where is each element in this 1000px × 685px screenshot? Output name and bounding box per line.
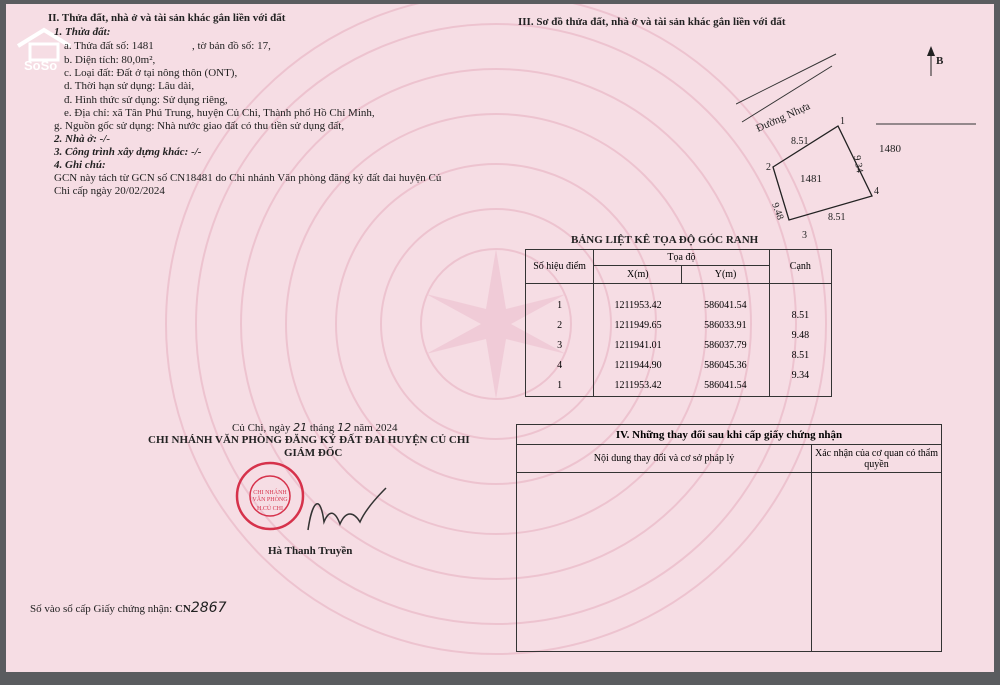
registry-number: 2867	[190, 600, 227, 616]
registry-line: Số vào sổ cấp Giấy chứng nhận: CN2867	[30, 600, 227, 616]
table-row-x: 1211941.01	[614, 340, 662, 351]
table-row-edge: 8.51	[791, 350, 810, 361]
table-row-x: 1211953.42	[614, 380, 662, 391]
table-row-y: 586045.36	[704, 360, 747, 371]
section3-title: III. Sơ đồ thửa đất, nhà ở và tài sản khác gắn liền với đất	[518, 16, 786, 28]
issuing-org: CHI NHÁNH VĂN PHÒNG ĐĂNG KÝ ĐẤT ĐAI HUYỆN CỦ CHI	[148, 434, 470, 446]
coordinate-table	[525, 249, 832, 397]
content-cell	[517, 473, 812, 652]
col-edge-header: Cạnh	[769, 250, 831, 284]
edge-label-right: 9.34	[851, 154, 865, 174]
table-row-id: 2	[557, 320, 563, 331]
col-y-header: Y(m)	[682, 266, 769, 284]
table-row-y: 586041.54	[704, 380, 747, 391]
col-x-header: X(m)	[594, 266, 682, 284]
origin: g. Nguồn gốc sử dụng: Nhà nước giao đất có thu tiền sử dụng đất,	[54, 120, 345, 132]
coord-table-title: BẢNG LIỆT KÊ TỌA ĐỘ GÓC RANH	[571, 234, 759, 246]
table-row-y: 586041.54	[704, 300, 747, 311]
house-line: 2. Nhà ở: -/-	[54, 133, 111, 145]
table-row-y: 586037.79	[704, 340, 747, 351]
area: b. Diện tích: 80,0m²,	[64, 54, 156, 66]
logo-text: SoSo	[24, 58, 58, 73]
svg-text:VĂN PHÒNG: VĂN PHÒNG	[252, 497, 288, 503]
table-row-edge: 9.48	[791, 330, 810, 341]
table-row-id: 3	[557, 340, 563, 351]
table-row-id: 4	[557, 360, 563, 371]
table-row-y: 586033.91	[704, 320, 747, 331]
point-3: 3	[802, 230, 807, 241]
changes-table	[516, 424, 942, 652]
point-4: 4	[874, 186, 879, 197]
official-stamp	[234, 460, 306, 532]
table-row-x: 1211953.42	[614, 300, 662, 311]
col-point-header: Số hiệu điểm	[526, 250, 594, 284]
authority-cell	[812, 473, 942, 652]
svg-text:CHI NHÁNH: CHI NHÁNH	[253, 490, 287, 496]
table-row-edge: 9.34	[791, 370, 810, 381]
section2-title: II. Thửa đất, nhà ở và tài sản khác gắn liền với đất	[48, 12, 286, 24]
col-authority-header: Xác nhận của cơ quan có thẩm quyền	[812, 445, 942, 473]
map-sheet: , tờ bản đồ số: 17,	[192, 40, 271, 52]
notes-line-2: Chi cấp ngày 20/02/2024	[54, 185, 165, 197]
col-content-header: Nội dung thay đổi và cơ sở pháp lý	[517, 445, 812, 473]
point-2: 2	[766, 162, 771, 173]
parcel-number: a. Thửa đất số: 1481	[64, 40, 154, 52]
x-column	[594, 284, 682, 397]
signer-name: Hà Thanh Truyền	[268, 545, 353, 557]
section4-title: IV. Những thay đổi sau khi cấp giấy chứng nhận	[517, 425, 942, 445]
table-row-edge: 8.51	[791, 310, 810, 321]
table-row-x: 1211944.90	[614, 360, 662, 371]
parcel-label: 1481	[800, 173, 822, 185]
date-month: 12	[337, 421, 352, 434]
neighbor-label: 1480	[879, 143, 901, 155]
address: e. Địa chỉ: xã Tân Phú Trung, huyện Củ Chi, Thành phố Hồ Chí Minh,	[64, 107, 375, 119]
use-form: đ. Hình thức sử dụng: Sử dụng riêng,	[64, 94, 228, 106]
col-coord-header: Tọa độ	[594, 250, 770, 266]
edge-label-left: 9.48	[769, 201, 786, 222]
construction-line: 3. Công trình xây dựng khác: -/-	[54, 146, 202, 158]
use-term: d. Thời hạn sử dụng: Lâu dài,	[64, 80, 195, 92]
table-row-id: 1	[557, 380, 563, 391]
table-row-id: 1	[557, 300, 563, 311]
date-day: 21	[293, 421, 308, 434]
point-id-column	[526, 284, 594, 397]
notes-line-1: GCN này tách từ GCN số CN18481 do Chi nhánh Văn phòng đăng ký đất đai huyện Củ	[54, 172, 442, 184]
north-indicator: B	[936, 55, 944, 67]
table-row-x: 1211949.65	[614, 320, 662, 331]
parcel-diagram	[736, 44, 976, 244]
notes-label: 4. Ghi chú:	[54, 159, 106, 171]
date-line: Củ Chi, ngày 21 tháng 12 năm 2024	[232, 421, 398, 434]
road-label: Đường Nhựa	[754, 100, 812, 135]
land-certificate-page	[6, 4, 994, 672]
edge-label-bottom: 8.51	[828, 212, 846, 223]
svg-text:H.CỦ CHI: H.CỦ CHI	[256, 506, 284, 512]
handwritten-signature	[302, 482, 392, 542]
edge-label-top: 8.51	[791, 136, 809, 147]
point-1: 1	[840, 116, 845, 127]
land-type: c. Loại đất: Đất ở tại nông thôn (ONT),	[64, 67, 238, 79]
edge-column	[769, 284, 831, 397]
y-column	[682, 284, 769, 397]
signer-position: GIÁM ĐỐC	[284, 447, 343, 459]
section2-land-label: 1. Thửa đất:	[54, 26, 111, 38]
